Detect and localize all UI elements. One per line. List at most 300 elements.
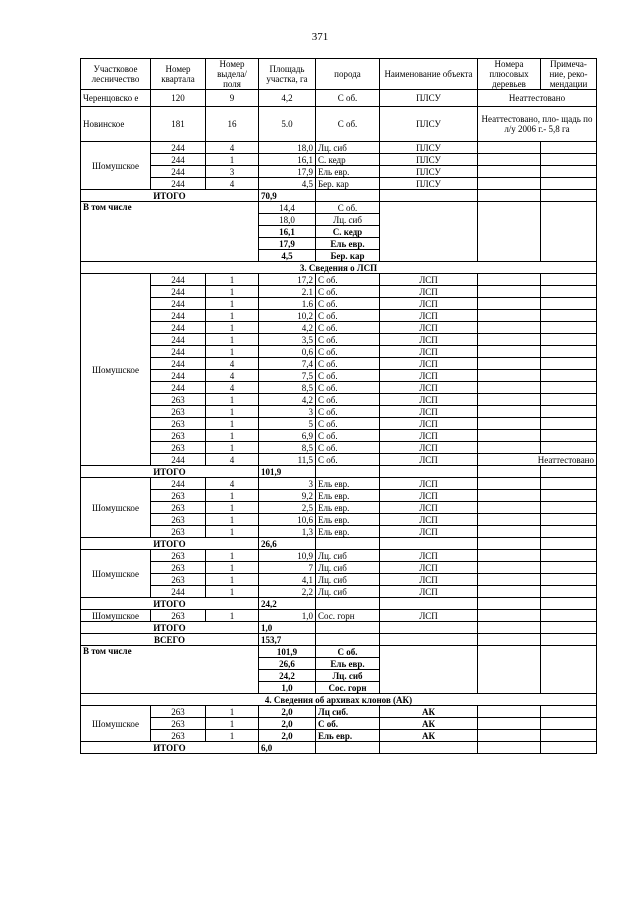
plus-trees-cell	[478, 706, 541, 718]
note-cell	[541, 562, 597, 574]
plus-trees-cell	[478, 334, 541, 346]
plus-trees-cell	[478, 718, 541, 730]
species-cell: С об.	[316, 394, 380, 406]
species-cell: Ель евр.	[316, 490, 380, 502]
plot-cell: 4	[206, 478, 259, 490]
object-cell: ЛСП	[380, 430, 478, 442]
species-cell: С об.	[316, 442, 380, 454]
quarter-cell: 244	[151, 166, 206, 178]
species-cell: С об.	[316, 430, 380, 442]
area-cell: 18,0	[259, 214, 316, 226]
plus-trees-cell	[478, 730, 541, 742]
object-cell: ЛСП	[380, 298, 478, 310]
total-row	[81, 538, 597, 550]
table-cell	[380, 742, 478, 754]
species-cell: Ель евр.	[316, 166, 380, 178]
total-row	[81, 190, 597, 202]
species-cell: Лц. сиб	[316, 214, 380, 226]
species-cell: С об.	[316, 646, 380, 658]
table-row	[81, 430, 597, 442]
note-cell	[541, 286, 597, 298]
quarter-cell: 244	[151, 586, 206, 598]
including-label: В том числе	[81, 646, 259, 694]
table-cell: Неаттестовано, пло- щадь по л/у 2006 г.- 5,8 га	[478, 107, 597, 142]
table-row	[81, 154, 597, 166]
plot-cell: 3	[206, 166, 259, 178]
plot-cell: 4	[206, 142, 259, 154]
plus-trees-cell	[478, 322, 541, 334]
table-cell	[380, 598, 478, 610]
forestry-cell: Шомушское	[81, 274, 151, 466]
column-header: Номер выдела/ поля	[206, 59, 259, 90]
quarter-cell: 244	[151, 358, 206, 370]
area-cell: 7,5	[259, 370, 316, 382]
table-row	[81, 550, 597, 562]
quarter-cell: 263	[151, 562, 206, 574]
table-cell	[316, 466, 380, 478]
total-row	[81, 466, 597, 478]
table-cell: 9	[206, 90, 259, 107]
quarter-cell: 263	[151, 550, 206, 562]
area-cell: 4,5	[259, 178, 316, 190]
table-row	[81, 502, 597, 514]
area-cell: 17,2	[259, 274, 316, 286]
plot-cell: 1	[206, 310, 259, 322]
object-cell: ЛСП	[380, 274, 478, 286]
table-cell	[478, 742, 541, 754]
area-cell: 8,5	[259, 382, 316, 394]
area-cell: 24,2	[259, 670, 316, 682]
quarter-cell: 263	[151, 394, 206, 406]
object-cell: ЛСП	[380, 394, 478, 406]
table-cell: 5.0	[259, 107, 316, 142]
plus-trees-cell	[478, 442, 541, 454]
table-cell	[541, 466, 597, 478]
area-cell: 17,9	[259, 238, 316, 250]
quarter-cell: 244	[151, 142, 206, 154]
plus-trees-cell	[478, 562, 541, 574]
table-cell	[541, 622, 597, 634]
plot-cell: 4	[206, 178, 259, 190]
plus-trees-cell	[478, 550, 541, 562]
table-row	[81, 310, 597, 322]
species-cell: С об.	[316, 202, 380, 214]
note-cell	[541, 370, 597, 382]
area-cell: 2,0	[259, 718, 316, 730]
plot-cell: 1	[206, 574, 259, 586]
plot-cell: 1	[206, 514, 259, 526]
plus-trees-cell	[478, 382, 541, 394]
table-cell	[478, 598, 541, 610]
total-label: ИТОГО	[81, 538, 259, 550]
species-cell: Лц. сиб	[316, 562, 380, 574]
species-cell: С об.	[316, 454, 380, 466]
table-row	[81, 418, 597, 430]
species-cell: Ель евр.	[316, 478, 380, 490]
species-cell: Лц. сиб	[316, 142, 380, 154]
plot-cell: 1	[206, 322, 259, 334]
table-cell	[380, 202, 478, 262]
table-cell: 120	[151, 90, 206, 107]
area-cell: 17,9	[259, 166, 316, 178]
plot-cell: 1	[206, 430, 259, 442]
species-cell: С об.	[316, 718, 380, 730]
column-header: Номера плюсовых деревьев	[478, 59, 541, 90]
note-cell	[541, 574, 597, 586]
plot-cell: 1	[206, 442, 259, 454]
table-cell	[380, 538, 478, 550]
object-cell: ЛСП	[380, 526, 478, 538]
table-row	[81, 406, 597, 418]
plus-trees-cell	[478, 142, 541, 154]
object-cell: ПЛСУ	[380, 142, 478, 154]
species-cell: Сос. горн	[316, 682, 380, 694]
total-value: 24,2	[259, 598, 316, 610]
area-cell: 1,0	[259, 682, 316, 694]
area-cell: 0,6	[259, 346, 316, 358]
table-row	[81, 526, 597, 538]
table-cell	[478, 190, 541, 202]
plot-cell: 1	[206, 346, 259, 358]
total-value: 70,9	[259, 190, 316, 202]
plot-cell: 1	[206, 286, 259, 298]
table-cell	[541, 742, 597, 754]
object-cell: АК	[380, 706, 478, 718]
object-cell: ЛСП	[380, 406, 478, 418]
note-cell	[541, 478, 597, 490]
object-cell: ЛСП	[380, 454, 478, 466]
plus-trees-cell	[478, 610, 541, 622]
area-cell: 3	[259, 406, 316, 418]
table-cell	[541, 598, 597, 610]
note-cell	[541, 334, 597, 346]
note-cell	[541, 310, 597, 322]
table-cell	[541, 538, 597, 550]
quarter-cell: 263	[151, 706, 206, 718]
object-cell: ЛСП	[380, 370, 478, 382]
total-label: ИТОГО	[81, 598, 259, 610]
area-cell: 3,5	[259, 334, 316, 346]
area-cell: 101,9	[259, 646, 316, 658]
note-cell	[541, 166, 597, 178]
table-cell	[478, 466, 541, 478]
table-cell	[478, 646, 541, 694]
object-cell: ЛСП	[380, 346, 478, 358]
table-cell: Новинское	[81, 107, 151, 142]
area-cell: 7,4	[259, 358, 316, 370]
area-cell: 1,3	[259, 526, 316, 538]
plot-cell: 1	[206, 586, 259, 598]
table-cell	[380, 646, 478, 694]
species-cell: Ель евр.	[316, 238, 380, 250]
quarter-cell: 244	[151, 334, 206, 346]
note-cell	[541, 382, 597, 394]
quarter-cell: 263	[151, 490, 206, 502]
total-label: ИТОГО	[81, 466, 259, 478]
quarter-cell: 244	[151, 478, 206, 490]
plus-trees-cell	[478, 406, 541, 418]
table-cell	[316, 634, 380, 646]
table-row	[81, 394, 597, 406]
species-cell: Ель евр.	[316, 658, 380, 670]
note-cell	[541, 586, 597, 598]
plot-cell: 1	[206, 298, 259, 310]
area-cell: 8,5	[259, 442, 316, 454]
species-cell: Лц. сиб	[316, 550, 380, 562]
note-cell	[541, 346, 597, 358]
quarter-cell: 244	[151, 322, 206, 334]
quarter-cell: 244	[151, 154, 206, 166]
table-row	[81, 322, 597, 334]
object-cell: ЛСП	[380, 478, 478, 490]
plus-trees-cell	[478, 274, 541, 286]
note-cell	[541, 406, 597, 418]
plot-cell: 1	[206, 418, 259, 430]
plot-cell: 1	[206, 502, 259, 514]
including-row	[81, 646, 597, 658]
object-cell: ПЛСУ	[380, 178, 478, 190]
table-cell	[541, 202, 597, 262]
table-cell	[380, 622, 478, 634]
column-header: Номер квартала	[151, 59, 206, 90]
species-cell: Сос. горн	[316, 610, 380, 622]
table-row	[81, 286, 597, 298]
species-cell: С об.	[316, 418, 380, 430]
object-cell: ЛСП	[380, 442, 478, 454]
object-cell: АК	[380, 718, 478, 730]
plus-trees-cell	[478, 178, 541, 190]
species-cell: С об.	[316, 274, 380, 286]
species-cell: Лц сиб.	[316, 706, 380, 718]
object-cell: ЛСП	[380, 310, 478, 322]
species-cell: Ель евр.	[316, 526, 380, 538]
total-label: ИТОГО	[81, 190, 259, 202]
table-cell	[541, 646, 597, 694]
note-cell	[541, 322, 597, 334]
table-cell: ПЛСУ	[380, 90, 478, 107]
table-cell	[478, 202, 541, 262]
object-cell: ЛСП	[380, 586, 478, 598]
table-row	[81, 442, 597, 454]
note-cell	[541, 358, 597, 370]
column-header: Площадь участка, га	[259, 59, 316, 90]
table-cell	[316, 190, 380, 202]
species-cell: С об.	[316, 298, 380, 310]
plus-trees-cell	[478, 310, 541, 322]
species-cell: С об.	[316, 334, 380, 346]
object-cell: ЛСП	[380, 550, 478, 562]
table-row	[81, 514, 597, 526]
plus-trees-cell	[478, 166, 541, 178]
species-cell: Бер. кар	[316, 250, 380, 262]
plot-cell: 4	[206, 370, 259, 382]
table-cell: 16	[206, 107, 259, 142]
table-cell	[316, 742, 380, 754]
section-header-row	[81, 694, 597, 706]
plus-trees-cell	[478, 586, 541, 598]
plot-cell: 1	[206, 730, 259, 742]
column-header: Наименование объекта	[380, 59, 478, 90]
total-row	[81, 622, 597, 634]
note-cell	[541, 430, 597, 442]
quarter-cell: 263	[151, 406, 206, 418]
object-cell: ЛСП	[380, 514, 478, 526]
area-cell: 18,0	[259, 142, 316, 154]
section-header-row	[81, 262, 597, 274]
object-cell: ЛСП	[380, 562, 478, 574]
plot-cell: 1	[206, 526, 259, 538]
including-row	[81, 202, 597, 214]
table-row	[81, 454, 597, 466]
table-row	[81, 370, 597, 382]
quarter-cell: 244	[151, 178, 206, 190]
quarter-cell: 263	[151, 514, 206, 526]
area-cell: 11,5	[259, 454, 316, 466]
plus-trees-cell	[478, 430, 541, 442]
plot-cell: 1	[206, 406, 259, 418]
quarter-cell: 244	[151, 298, 206, 310]
plus-trees-cell	[478, 574, 541, 586]
quarter-cell: 263	[151, 502, 206, 514]
quarter-cell: 244	[151, 286, 206, 298]
table-row	[81, 166, 597, 178]
table-row	[81, 562, 597, 574]
quarter-cell: 263	[151, 430, 206, 442]
table-row	[81, 334, 597, 346]
area-cell: 10,9	[259, 550, 316, 562]
table-cell: 181	[151, 107, 206, 142]
forestry-cell: Шомушское	[81, 478, 151, 538]
area-cell: 1,0	[259, 610, 316, 622]
table-row	[81, 346, 597, 358]
note-cell	[541, 442, 597, 454]
note-cell	[541, 274, 597, 286]
area-cell: 4,5	[259, 250, 316, 262]
plot-cell: 1	[206, 610, 259, 622]
note-cell	[541, 298, 597, 310]
area-cell: 5	[259, 418, 316, 430]
area-cell: 3	[259, 478, 316, 490]
table-row	[81, 490, 597, 502]
plot-cell: 4	[206, 382, 259, 394]
species-cell: С об.	[316, 322, 380, 334]
object-cell: ЛСП	[380, 490, 478, 502]
note-cell: Неаттестовано	[478, 454, 597, 466]
plot-cell: 1	[206, 274, 259, 286]
quarter-cell: 244	[151, 346, 206, 358]
table-row	[81, 142, 597, 154]
total-label: ИТОГО	[81, 622, 259, 634]
table-row	[81, 90, 597, 107]
plot-cell: 1	[206, 706, 259, 718]
table-cell	[316, 598, 380, 610]
plus-trees-cell	[478, 478, 541, 490]
table-cell	[541, 190, 597, 202]
quarter-cell: 244	[151, 274, 206, 286]
object-cell: ЛСП	[380, 382, 478, 394]
species-cell: Ель евр.	[316, 502, 380, 514]
object-cell: ЛСП	[380, 358, 478, 370]
total-row	[81, 742, 597, 754]
object-cell: ЛСП	[380, 610, 478, 622]
quarter-cell: 244	[151, 310, 206, 322]
total-value: 6,0	[259, 742, 316, 754]
species-cell: С об.	[316, 358, 380, 370]
species-cell: С об.	[316, 382, 380, 394]
table-row	[81, 610, 597, 622]
area-cell: 1.6	[259, 298, 316, 310]
table-row	[81, 586, 597, 598]
area-cell: 9,2	[259, 490, 316, 502]
table-cell: С об.	[316, 107, 380, 142]
area-cell: 4,1	[259, 574, 316, 586]
note-cell	[541, 418, 597, 430]
note-cell	[541, 502, 597, 514]
plot-cell: 4	[206, 358, 259, 370]
species-cell: Лц. сиб	[316, 574, 380, 586]
table-cell	[478, 622, 541, 634]
plot-cell: 1	[206, 334, 259, 346]
note-cell	[541, 178, 597, 190]
plot-cell: 1	[206, 394, 259, 406]
document-table	[80, 58, 597, 754]
table-cell: 4,2	[259, 90, 316, 107]
plot-cell: 1	[206, 718, 259, 730]
table-row	[81, 574, 597, 586]
section-title: 3. Сведения о ЛСП	[81, 262, 597, 274]
object-cell: ПЛСУ	[380, 166, 478, 178]
table-row	[81, 382, 597, 394]
note-cell	[541, 514, 597, 526]
total-value: 153,7	[259, 634, 316, 646]
table-cell: С об.	[316, 90, 380, 107]
plus-trees-cell	[478, 286, 541, 298]
quarter-cell: 244	[151, 382, 206, 394]
forestry-cell: Шомушское	[81, 706, 151, 742]
plus-trees-cell	[478, 514, 541, 526]
area-cell: 2,0	[259, 730, 316, 742]
area-cell: 2,2	[259, 586, 316, 598]
table-row	[81, 478, 597, 490]
species-cell: Ель евр.	[316, 514, 380, 526]
plus-trees-cell	[478, 490, 541, 502]
plus-trees-cell	[478, 502, 541, 514]
object-cell: ЛСП	[380, 322, 478, 334]
table-cell: ПЛСУ	[380, 107, 478, 142]
species-cell: С об.	[316, 406, 380, 418]
area-cell: 4,2	[259, 394, 316, 406]
object-cell: ЛСП	[380, 418, 478, 430]
total-value: 101,9	[259, 466, 316, 478]
area-cell: 6,9	[259, 430, 316, 442]
plot-cell: 1	[206, 550, 259, 562]
object-cell: ЛСП	[380, 574, 478, 586]
object-cell: ЛСП	[380, 334, 478, 346]
species-cell: С об.	[316, 346, 380, 358]
plus-trees-cell	[478, 526, 541, 538]
note-cell	[541, 706, 597, 718]
forestry-cell: Шомушское	[81, 610, 151, 622]
area-cell: 4,2	[259, 322, 316, 334]
table-row	[81, 358, 597, 370]
table-cell: Черенцовско е	[81, 90, 151, 107]
plus-trees-cell	[478, 298, 541, 310]
quarter-cell: 263	[151, 526, 206, 538]
area-cell: 7	[259, 562, 316, 574]
note-cell	[541, 730, 597, 742]
area-cell: 16,1	[259, 154, 316, 166]
area-cell: 26,6	[259, 658, 316, 670]
